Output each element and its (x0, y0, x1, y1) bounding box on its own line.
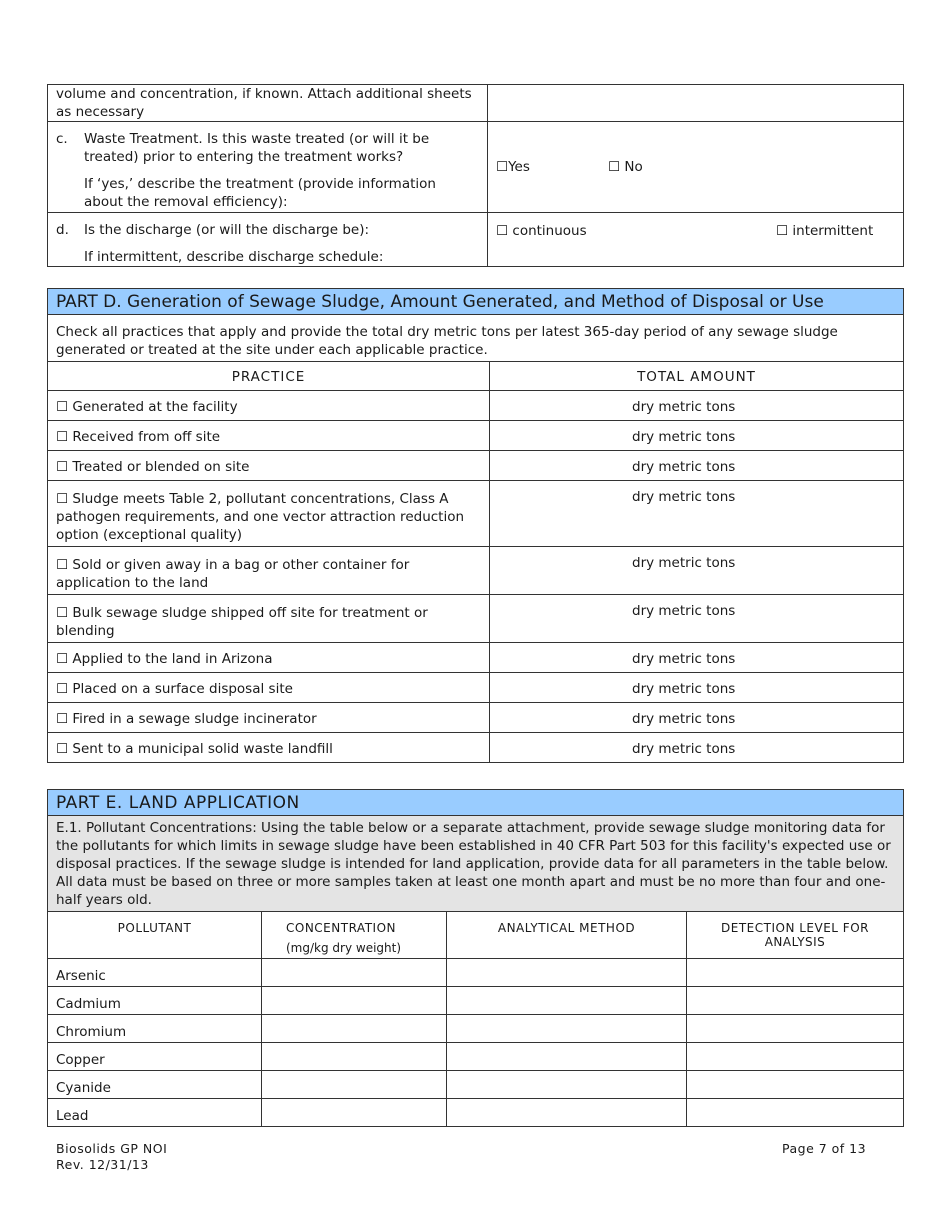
row-c-followup-text: If ‘yes,’ describe the treatment (provide information about the removal efficiency): (84, 176, 436, 210)
pollutant-name: Lead (48, 1099, 262, 1127)
yes-checkbox[interactable]: ☐Yes (496, 159, 530, 175)
continuous-checkbox[interactable]: ☐ continuous (496, 223, 587, 239)
practice-row (48, 733, 904, 763)
footer-doc-name: Biosolids GP NOI (56, 1141, 168, 1156)
practice-row (48, 595, 904, 643)
row-d-followup: If intermittent, describe discharge schedule: (84, 249, 384, 265)
footer-page-number: Page 7 of 13 (782, 1141, 867, 1156)
pollutant-row (48, 959, 904, 987)
concentration-unit: (mg/kg dry weight) (286, 941, 402, 955)
detection-level-header: DETECTION LEVEL FOR ANALYSIS (687, 912, 904, 959)
part-d-instructions: Check all practices that apply and provide the total dry metric tons per latest 365-day period of any sewage sludge generated or treated at the site under each applicable practice. (48, 315, 904, 362)
amount-field[interactable]: dry metric tons (490, 643, 904, 673)
analytical-method-field[interactable] (447, 1071, 687, 1099)
pollutant-header: POLLUTANT (48, 912, 262, 959)
part-e-table (47, 789, 904, 1127)
detection-level-field[interactable] (687, 1015, 904, 1043)
practice-checkbox[interactable]: ☐ Bulk sewage sludge shipped off site for treatment or blending (48, 595, 490, 643)
practice-row (48, 643, 904, 673)
practice-checkbox[interactable]: ☐ Treated or blended on site (48, 451, 490, 481)
analytical-method-field[interactable] (447, 987, 687, 1015)
practice-checkbox[interactable]: ☐ Placed on a surface disposal site (48, 673, 490, 703)
footer-doc-info (56, 1141, 167, 1173)
practice-checkbox[interactable]: ☐ Fired in a sewage sludge incinerator (48, 703, 490, 733)
amount-field[interactable]: dry metric tons (490, 547, 904, 595)
total-amount-header: TOTAL AMOUNT (490, 362, 904, 391)
analytical-method-field[interactable] (447, 1099, 687, 1127)
concentration-field[interactable] (262, 987, 447, 1015)
row-b-continued (48, 85, 904, 122)
pollutant-row (48, 987, 904, 1015)
amount-field[interactable]: dry metric tons (490, 421, 904, 451)
practice-row (48, 703, 904, 733)
practice-row (48, 391, 904, 421)
practice-row (48, 451, 904, 481)
row-d-label: d. (56, 222, 69, 238)
concentration-field[interactable] (262, 1071, 447, 1099)
analytical-method-header: ANALYTICAL METHOD (447, 912, 687, 959)
practice-row (48, 673, 904, 703)
practice-checkbox[interactable]: ☐ Sludge meets Table 2, pollutant concentrations, Class A pathogen requirements, and one vector attraction reduction option (exceptional quality) (48, 481, 490, 547)
practice-checkbox[interactable]: ☐ Sent to a municipal solid waste landfill (48, 733, 490, 763)
part-d-table (47, 288, 904, 763)
pollutant-row (48, 1099, 904, 1127)
footer-revision: Rev. 12/31/13 (56, 1157, 149, 1172)
pollutant-name: Cyanide (48, 1071, 262, 1099)
detection-level-field[interactable] (687, 1043, 904, 1071)
practice-header: PRACTICE (48, 362, 490, 391)
row-c-question: Waste Treatment. Is this waste treated (or will it be treated) prior to entering the treatment works? (84, 131, 430, 165)
row-d-question: Is the discharge (or will the discharge be): (84, 222, 370, 238)
part-e-instructions: E.1. Pollutant Concentrations: Using the table below or a separate attachment, provide sewage sludge monitoring data for the pollutants for which limits in sewage sludge have been established in 40 CFR Part 503 for this facility's expected use or disposal practices. If the sewage sludge is intended for land application, provide data for all parameters in the table below. All data must be based on three or more samples taken at least one month apart and must be no more than four and one-half years old. (48, 816, 904, 912)
concentration-field[interactable] (262, 1099, 447, 1127)
pollutant-name: Chromium (48, 1015, 262, 1043)
row-c-label: c. (56, 131, 68, 147)
practice-row (48, 481, 904, 547)
pollutant-row (48, 1015, 904, 1043)
part-c-table (47, 84, 904, 267)
row-c-followup (56, 175, 479, 211)
no-checkbox[interactable]: ☐ No (608, 159, 643, 175)
analytical-method-field[interactable] (447, 1015, 687, 1043)
amount-field[interactable]: dry metric tons (490, 595, 904, 643)
amount-field[interactable]: dry metric tons (490, 451, 904, 481)
pollutant-name: Copper (48, 1043, 262, 1071)
practice-row (48, 547, 904, 595)
pollutant-name: Arsenic (48, 959, 262, 987)
detection-level-field[interactable] (687, 987, 904, 1015)
practice-checkbox[interactable]: ☐ Sold or given away in a bag or other container for application to the land (48, 547, 490, 595)
concentration-field[interactable] (262, 1043, 447, 1071)
pollutant-row (48, 1043, 904, 1071)
pollutant-row (48, 1071, 904, 1099)
concentration-field[interactable] (262, 959, 447, 987)
amount-field[interactable]: dry metric tons (490, 703, 904, 733)
practice-checkbox[interactable]: ☐ Generated at the facility (48, 391, 490, 421)
analytical-method-field[interactable] (447, 1043, 687, 1071)
part-e-title: PART E. LAND APPLICATION (48, 790, 904, 816)
part-d-title: PART D. Generation of Sewage Sludge, Amount Generated, and Method of Disposal or Use (48, 289, 904, 315)
intermittent-checkbox[interactable]: ☐ intermittent (776, 223, 874, 239)
amount-field[interactable]: dry metric tons (490, 481, 904, 547)
row-d (48, 213, 904, 267)
row-b-text: volume and concentration, if known. Attach additional sheets as necessary (48, 85, 488, 122)
practice-checkbox[interactable]: ☐ Received from off site (48, 421, 490, 451)
amount-field[interactable]: dry metric tons (490, 391, 904, 421)
amount-field[interactable]: dry metric tons (490, 733, 904, 763)
concentration-header-label: CONCENTRATION (286, 921, 396, 935)
practice-checkbox[interactable]: ☐ Applied to the land in Arizona (48, 643, 490, 673)
pollutant-name: Cadmium (48, 987, 262, 1015)
analytical-method-field[interactable] (447, 959, 687, 987)
amount-field[interactable]: dry metric tons (490, 673, 904, 703)
row-b-answer-field[interactable] (488, 85, 904, 122)
concentration-field[interactable] (262, 1015, 447, 1043)
row-c (48, 122, 904, 213)
detection-level-field[interactable] (687, 1071, 904, 1099)
detection-level-field[interactable] (687, 959, 904, 987)
practice-row (48, 421, 904, 451)
detection-level-field[interactable] (687, 1099, 904, 1127)
concentration-header (262, 912, 447, 959)
